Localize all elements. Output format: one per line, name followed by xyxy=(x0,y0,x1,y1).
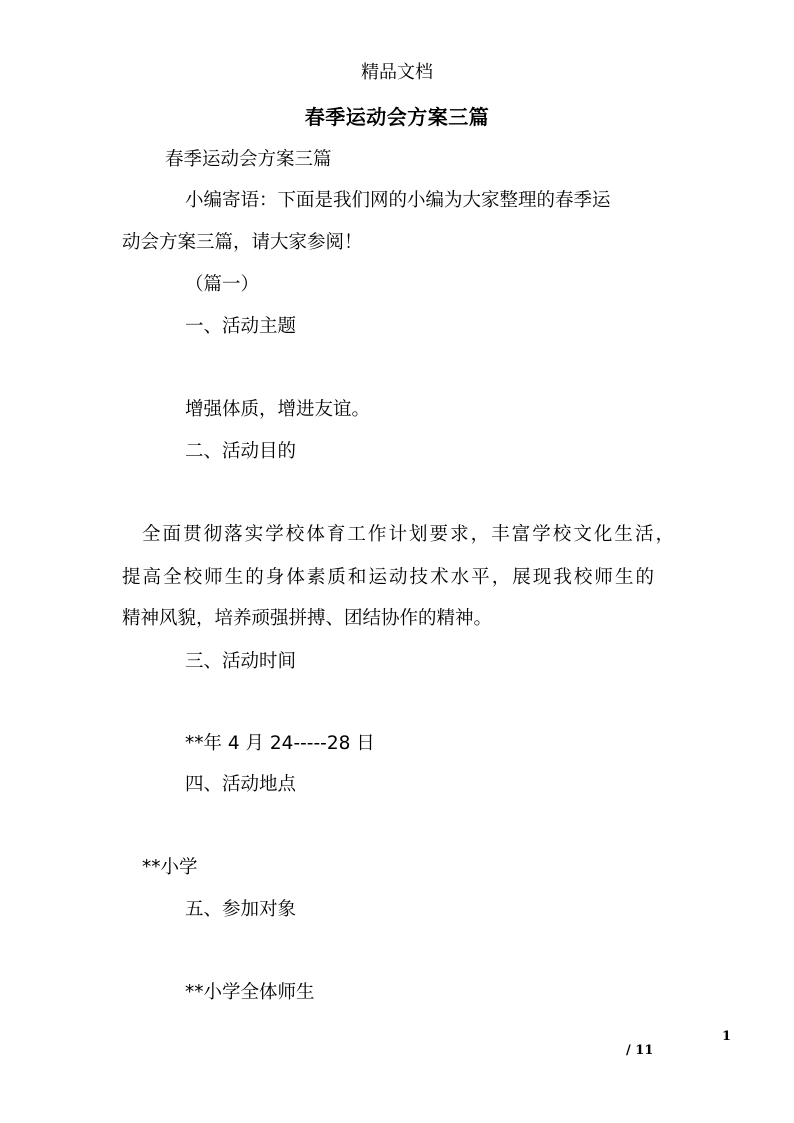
section-heading: 四、活动地点 xyxy=(185,774,297,795)
header-label: 精品文档 xyxy=(361,62,433,83)
section-text: 精神风貌，培养顽强拼搏、团结协作的精神。 xyxy=(122,608,493,629)
section-heading: 二、活动目的 xyxy=(185,441,297,462)
intro-line: 动会方案三篇，请大家参阅！ xyxy=(122,232,363,253)
section-text: **小学 xyxy=(142,857,198,878)
section-heading: 一、活动主题 xyxy=(185,316,297,337)
document-subtitle: 春季运动会方案三篇 xyxy=(165,149,332,170)
section-text: 增强体质，增进友谊。 xyxy=(185,399,371,420)
section-text: 提高全校师生的身体素质和运动技术水平，展现我校师生的 xyxy=(122,567,654,588)
intro-line: 小编寄语：下面是我们网的小编为大家整理的春季运 xyxy=(185,190,611,211)
section-heading: 三、活动时间 xyxy=(185,651,297,672)
page-number: 1 xyxy=(721,1029,731,1044)
page-total: / 11 xyxy=(626,1043,654,1058)
part-label: （篇一） xyxy=(185,274,260,295)
section-heading: 五、参加对象 xyxy=(185,899,297,920)
section-text: **年 4 月 24-----28 日 xyxy=(185,733,375,754)
section-text: **小学全体师生 xyxy=(185,982,315,1003)
document-title: 春季运动会方案三篇 xyxy=(304,105,490,129)
section-text: 全面贯彻落实学校体育工作计划要求，丰富学校文化生活， xyxy=(142,524,674,545)
